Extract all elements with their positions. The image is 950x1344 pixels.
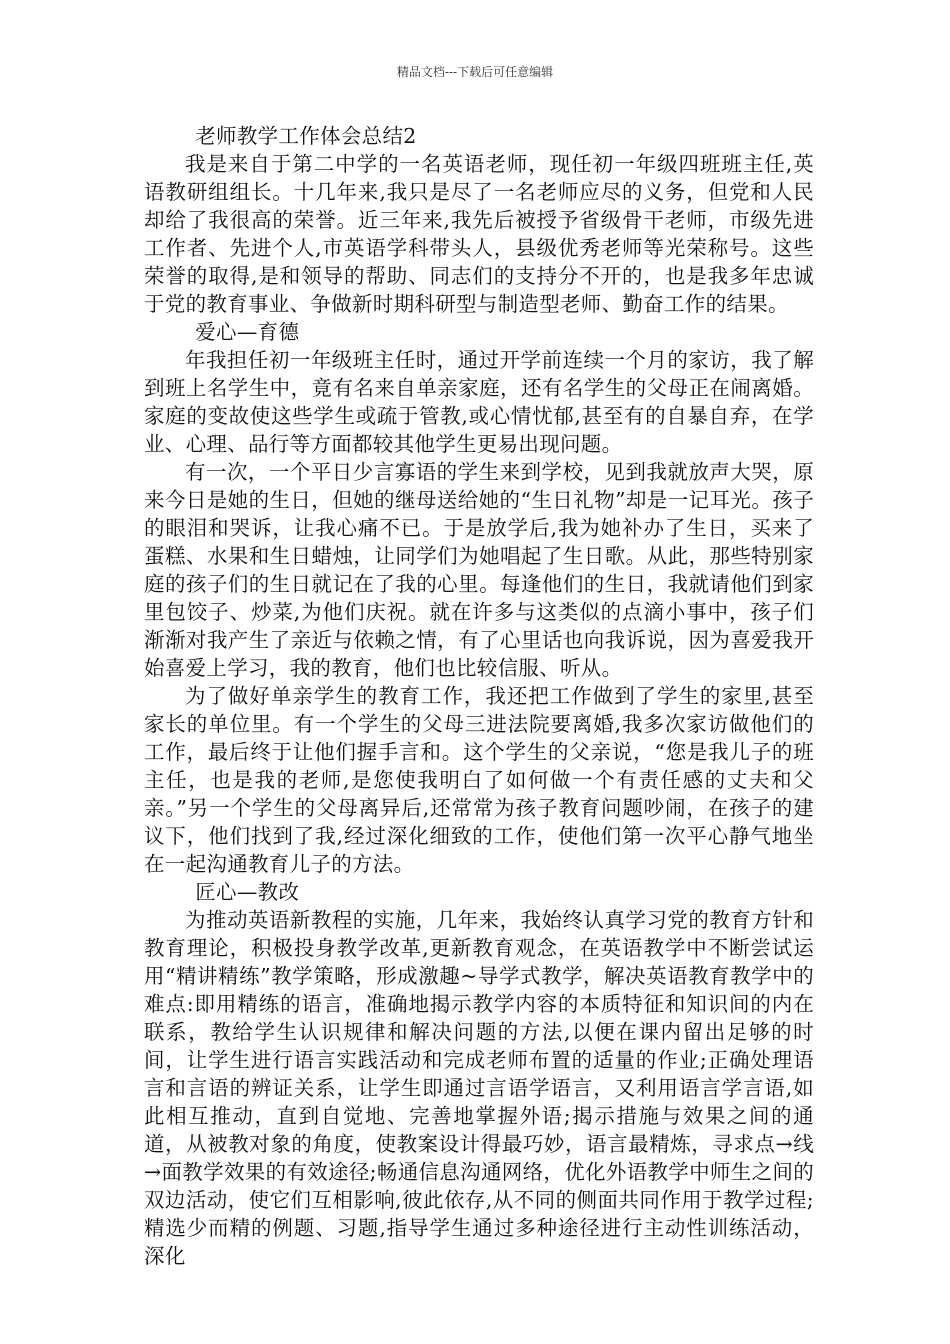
paragraph-teaching-reform: 为推动英语新教程的实施，几年来，我始终认真学习党的教育方针和教育理论，积极投身教学改革,更新教育观念，在英语教学中不断尝试运用“精讲精练”教学策略，形成激趣~导学式教学，解决英语教育教学中的难点:即用精练的语言，准确地揭示教学内容的本质特征和知识间的内在联系，教给学生认识规律和解决问题的方法,以便在课内留出足够的时间，让学生进行语言实践活动和完成老师布置的适量的作业;正确处理语言和言语的辨证关系，让学生即通过言语学语言，又利用语言学言语,如此相互推动，直到自觉地、完善地掌握外语;揭示措施与效果之间的通道，从被教对象的角度，使教案设计得最巧妙，语言最精炼，寻求点→线→面教学效果的有效途径;畅通信息沟通网络，优化外语教学中师生之间的双边活动，使它们互相影响,彼此依存,从不同的侧面共同作用于教学过程;精选少而精的例题、习题,指导学生通过多种途径进行主动性训练活动，深化 bbox=[144, 908, 814, 1268]
paragraph-birthday-story: 有一次，一个平日少言寡语的学生来到学校，见到我就放声大哭，原来今日是她的生日，但她的继母送给她的“生日礼物”却是一记耳光。孩子的眼泪和哭诉，让我心痛不已。于是放学后,我为她补办了生日，买来了蛋糕、水果和生日蜡烛，让同学们为她唱起了生日歌。从此，那些特别家庭的孩子们的生日就记在了我的心里。每逢他们的生日，我就请他们到家里包饺子、炒菜,为他们庆祝。就在许多与这类似的点滴小事中，孩子们渐渐对我产生了亲近与依赖之情，有了心里话也向我诉说，因为喜爱我开始喜爱上学习，我的教育，他们也比较信服、听从。 bbox=[144, 460, 814, 680]
paragraph-intro: 我是来自于第二中学的一名英语老师，现任初一年级四班班主任,英语教研组组长。十几年来,我只是尽了一名老师应尽的义务，但党和人民却给了我很高的荣誉。近三年来,我先后被授予省级骨干老师，市级先进工作者、先进个人,市英语学科带头人，县级优秀老师等光荣称号。这些荣誉的取得,是和领导的帮助、同志们的支持分不开的，也是我多年忠诚于党的教育事业、争做新时期科研型与制造型老师、勤奋工作的结果。 bbox=[144, 152, 814, 316]
document-title: 老师教学工作体会总结2 bbox=[195, 124, 417, 148]
document-body bbox=[144, 122, 814, 1270]
section-heading-reform: 匠心—教改 bbox=[195, 880, 300, 904]
paragraph-single-parent-work: 为了做好单亲学生的教育工作，我还把工作做到了学生的家里,甚至家长的单位里。有一个学生的父母三进法院要离婚,我多次家访做他们的工作，最后终于让他们握手言和。这个学生的父亲说，“您是我儿子的班主任，也是我的老师,是您使我明白了如何做一个有责任感的丈夫和父亲。”另一个学生的父母离异后,还常常为孩子教育问题吵闹，在孩子的建议下，他们找到了我,经过深化细致的工作，使他们第一次平心静气地坐在一起沟通教育儿子的方法。 bbox=[144, 684, 814, 876]
paragraph-home-visits: 年我担任初一年级班主任时，通过开学前连续一个月的家访，我了解到班上名学生中，竟有名来自单亲家庭，还有名学生的父母正在闹离婚。家庭的变故使这些学生或疏于管教,或心情忧郁,甚至有的自暴自弃，在学业、心理、品行等方面都较其他学生更易出现问题。 bbox=[144, 348, 814, 456]
page-header: 精品文档---下载后可任意编辑 bbox=[396, 65, 554, 79]
section-heading-love: 爱心—育德 bbox=[195, 320, 300, 344]
